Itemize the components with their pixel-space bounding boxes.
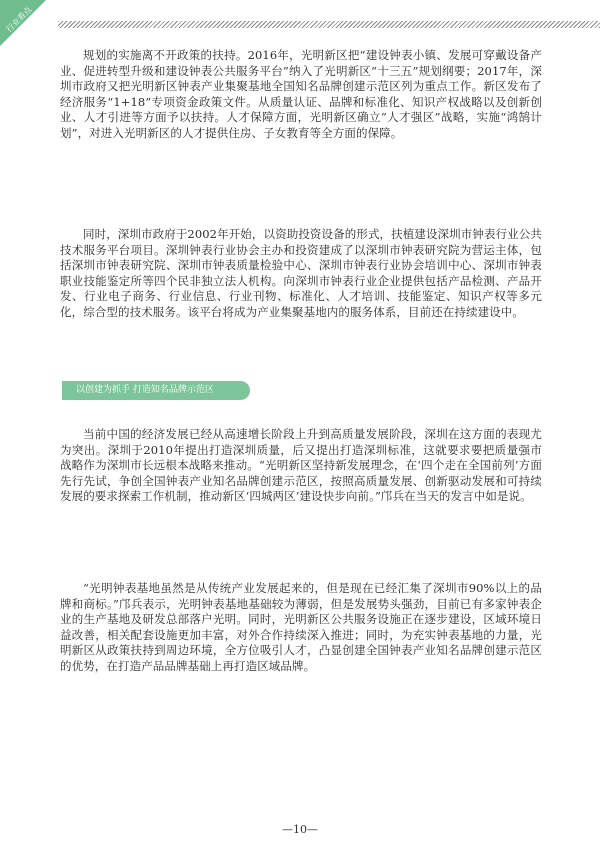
page-number: —10— bbox=[282, 823, 318, 836]
corner-tab-label: 行业看点 bbox=[4, 5, 34, 34]
paragraph-service-platform: 同时，深圳市政府于2002年开始，以资助投资设备的形式，扶植建设深圳市钟表行业公共技术服务平台项目。深圳钟表行业协会主办和投资建成了以深圳市钟表研究院为营运主体，包括深圳市钟表研究院、深圳市钟表质量检验中心、深圳市钟表行业协会培训中心、深圳市钟表职业技能鉴定所等四个民非独立法人机构。向深圳市钟表行业企业提供包括产品检测、产品开发、行业电子商务、行业信息、行业刊物、标准化、人才培训、技能鉴定、知识产权等多元化，综合型的技术服务。该平台将成为产业集聚基地内的服务体系，目前还在持续建设中。 bbox=[60, 227, 542, 319]
paragraph-policy-support: 规划的实施离不开政策的扶持。2016年，光明新区把“建设钟表小镇、发展可穿戴设备产业、促进转型升级和建设钟表公共服务平台”纳入了光明新区“十三五”规划纲要；2017年，深圳市政府又把光明新区钟表产业集聚基地全国知名品牌创建示范区列为重点工作。新区发布了经济服务“1+18”专项资金政策文件。从质量认证、品牌和标准化、知识产权战略以及创新创业、人才引进等方面予以扶持。人才保障方面，光明新区确立“人才强区”战略，实施“鸿鹄计划”，对进入光明新区的人才提供住房、子女教育等全方面的保障。 bbox=[60, 48, 542, 140]
header-stripe bbox=[58, 21, 600, 28]
paragraph-quality-development: 当前中国的经济发展已经从高速增长阶段上升到高质量发展阶段，深圳在这方面的表现尤为突出。深圳于2010年提出打造深圳质量，后又提出打造深圳标准，这就要求要把质量强市战略作为深圳市长远根本战略来推动。“光明新区坚持新发展理念，在‘四个走在全国前列’方面先行先试，争创全国钟表产业知名品牌创建示范区，按照高质量发展、创新驱动发展和可持续发展的要求探索工作机制，推动新区‘四城两区’建设快步向前。”邝兵在当天的发言中如是说。 bbox=[60, 427, 542, 504]
paragraph-brand-base: “光明钟表基地虽然是从传统产业发展起来的，但是现在已经汇集了深圳市90%以上的品牌和商标。”邝兵表示，光明钟表基地基础较为薄弱，但是发展势头强劲，目前已有多家钟表企业的生产基地及研发总部落户光明。同时，光明新区公共服务设施正在逐步建设，区域环境日益改善，相关配套设施更加丰富，对外合作持续深入推进；同时，为充实钟表基地的力量，光明新区从政策扶持到周边环境，全方位吸引人才，凸显创建全国钟表产业知名品牌创建示范区的优势，在打造产品品牌基础上再打造区域品牌。 bbox=[60, 581, 542, 673]
section-heading-tag: 以创建为抓手 打造知名品牌示范区 bbox=[62, 381, 250, 400]
corner-tab bbox=[0, 0, 46, 46]
